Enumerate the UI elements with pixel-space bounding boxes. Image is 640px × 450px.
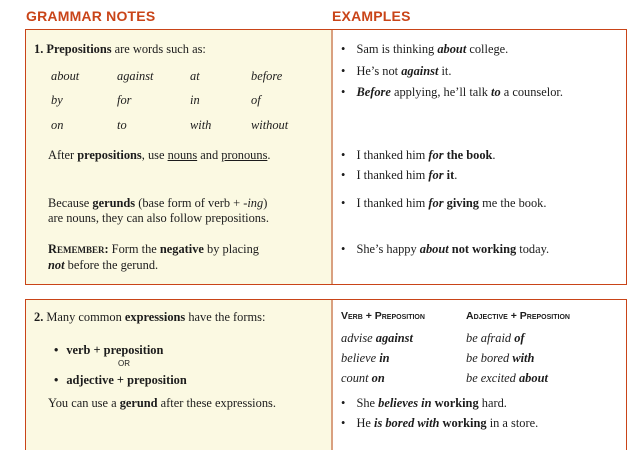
prep-word: about bbox=[51, 69, 80, 83]
form-verb-preposition: • verb + preposition bbox=[54, 343, 163, 358]
s2-intro: 2. Many common expressions have the forms: bbox=[34, 310, 266, 324]
example-item: • He is bored with working in a store. bbox=[341, 416, 538, 431]
or-label: OR bbox=[118, 359, 130, 368]
prep-word: with bbox=[190, 118, 212, 132]
example-item: • Sam is thinking about college. bbox=[341, 42, 508, 57]
prep-word: without bbox=[251, 118, 289, 132]
adjective-expression: be afraid of bbox=[466, 331, 525, 345]
prep-word: in bbox=[190, 93, 200, 107]
verb-expression: count on bbox=[341, 371, 385, 385]
s1-note-after-prep: After prepositions, use nouns and pronouns. bbox=[48, 148, 271, 162]
s2-gerund-note: You can use a gerund after these expressions. bbox=[48, 396, 276, 410]
prep-word: to bbox=[117, 118, 127, 132]
prep-word: on bbox=[51, 118, 64, 132]
prep-word: of bbox=[251, 93, 261, 107]
adjective-preposition-header: Adjective + Preposition bbox=[466, 310, 570, 322]
example-item: • I thanked him for it. bbox=[341, 168, 457, 183]
s1-note-remember-line1: Remember: Form the negative by placing bbox=[48, 242, 259, 256]
verb-expression: believe in bbox=[341, 351, 390, 365]
verb-preposition-header: Verb + Preposition bbox=[341, 310, 425, 322]
examples-header: EXAMPLES bbox=[332, 8, 411, 24]
form-adjective-preposition: • adjective + preposition bbox=[54, 373, 187, 388]
prep-word: by bbox=[51, 93, 63, 107]
example-item: • She’s happy about not working today. bbox=[341, 242, 549, 257]
example-item: • She believes in working hard. bbox=[341, 396, 507, 411]
example-item: • I thanked him for giving me the book. bbox=[341, 196, 546, 211]
s1-note-remember-line2: not before the gerund. bbox=[48, 258, 159, 272]
adjective-expression: be excited about bbox=[466, 371, 548, 385]
example-item: • Before applying, he’ll talk to a counselor. bbox=[341, 85, 563, 100]
column-divider bbox=[331, 30, 333, 284]
prep-word: against bbox=[117, 69, 154, 83]
section-2-panel bbox=[25, 299, 627, 450]
example-item: • I thanked him for the book. bbox=[341, 148, 496, 163]
verb-expression: advise against bbox=[341, 331, 413, 345]
prep-word: before bbox=[251, 69, 283, 83]
s1-note-gerunds-line1: Because gerunds (base form of verb + -ing) bbox=[48, 196, 268, 210]
column-divider bbox=[331, 300, 333, 450]
adjective-expression: be bored with bbox=[466, 351, 535, 365]
s1-note-gerunds-line2: are nouns, they can also follow prepositions. bbox=[48, 211, 269, 225]
s1-intro: 1. Prepositions are words such as: bbox=[34, 42, 206, 56]
grammar-notes-header: GRAMMAR NOTES bbox=[26, 8, 156, 24]
section-1-panel bbox=[25, 29, 627, 285]
example-item: • He’s not against it. bbox=[341, 64, 451, 79]
prep-word: at bbox=[190, 69, 200, 83]
prep-word: for bbox=[117, 93, 132, 107]
